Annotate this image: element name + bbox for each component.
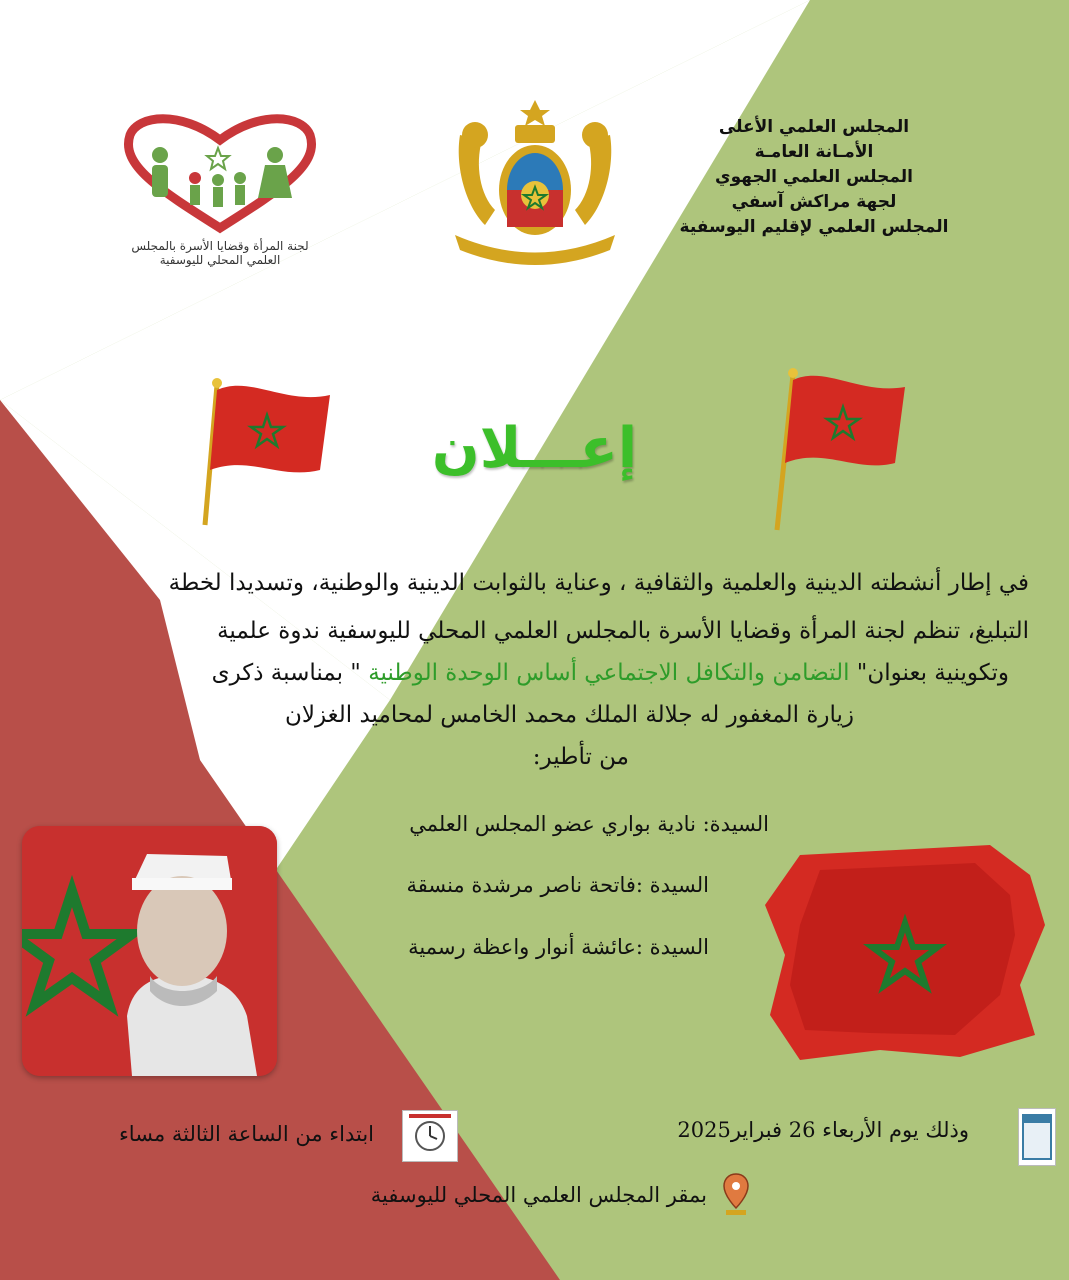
body-line-1: في إطار أنشطته الدينية والعلمية والثقافية ، وعناية بالثوابت الدينية والوطنية، وتسديدا لخطة xyxy=(168,570,1029,596)
header-line-2: الأمـانة العامـة xyxy=(754,142,874,162)
event-date: وذلك يوم الأربعاء 26 فبراير2025 xyxy=(677,1118,969,1142)
body-line-3 xyxy=(212,660,1009,686)
committee-caption-2: العلمي المحلي لليوسفية xyxy=(159,253,281,267)
header-line-4: لجهة مراكش آسفي xyxy=(731,192,897,212)
coat-of-arms xyxy=(440,95,630,265)
family-heart-icon xyxy=(100,110,340,235)
body-line-2: التبليغ، تنظم لجنة المرأة وقضايا الأسرة بالمجلس العلمي المحلي لليوسفية ندوة علمية xyxy=(217,618,1029,644)
king-portrait-image xyxy=(22,826,277,1076)
committee-logo xyxy=(100,110,340,280)
distressed-flag-icon xyxy=(760,835,1050,1065)
event-topic: التضامن والتكافل الاجتماعي أساس الوحدة الوطنية xyxy=(360,660,857,686)
body-line-3-pre: وتكوينية بعنوان" xyxy=(856,660,1009,686)
body-line-3-post: " بمناسبة ذكرى xyxy=(211,660,361,686)
speaker-3: السيدة :عائشة أنوار واعظة رسمية xyxy=(408,935,709,959)
location-pin-icon xyxy=(722,1170,750,1220)
clock-icon xyxy=(402,1110,458,1162)
committee-caption-1: لجنة المرأة وقضايا الأسرة بالمجلس xyxy=(131,239,309,253)
speaker-1: السيدة: نادية بواري عضو المجلس العلمي xyxy=(409,812,769,836)
page-title: إعـــلان xyxy=(431,416,638,481)
moroccan-coat-of-arms-icon xyxy=(440,95,630,265)
body-line-5: من تأطير: xyxy=(532,744,629,770)
event-time: ابتداء من الساعة الثالثة مساء xyxy=(118,1122,374,1146)
header-line-5: المجلس العلمي لإقليم اليوسفية xyxy=(679,217,949,237)
event-venue: بمقر المجلس العلمي المحلي لليوسفية xyxy=(370,1183,707,1207)
header-line-3: المجلس العلمي الجهوي xyxy=(715,167,913,187)
header-line-1: المجلس العلمي الأعلى xyxy=(718,117,910,137)
body-line-4: زيارة المغفور له جلالة الملك محمد الخامس لمحاميد الغزلان xyxy=(284,702,854,728)
speaker-2: السيدة :فاتحة ناصر مرشدة منسقة xyxy=(406,873,709,897)
calendar-icon xyxy=(1018,1108,1056,1166)
organization-header xyxy=(654,115,974,240)
